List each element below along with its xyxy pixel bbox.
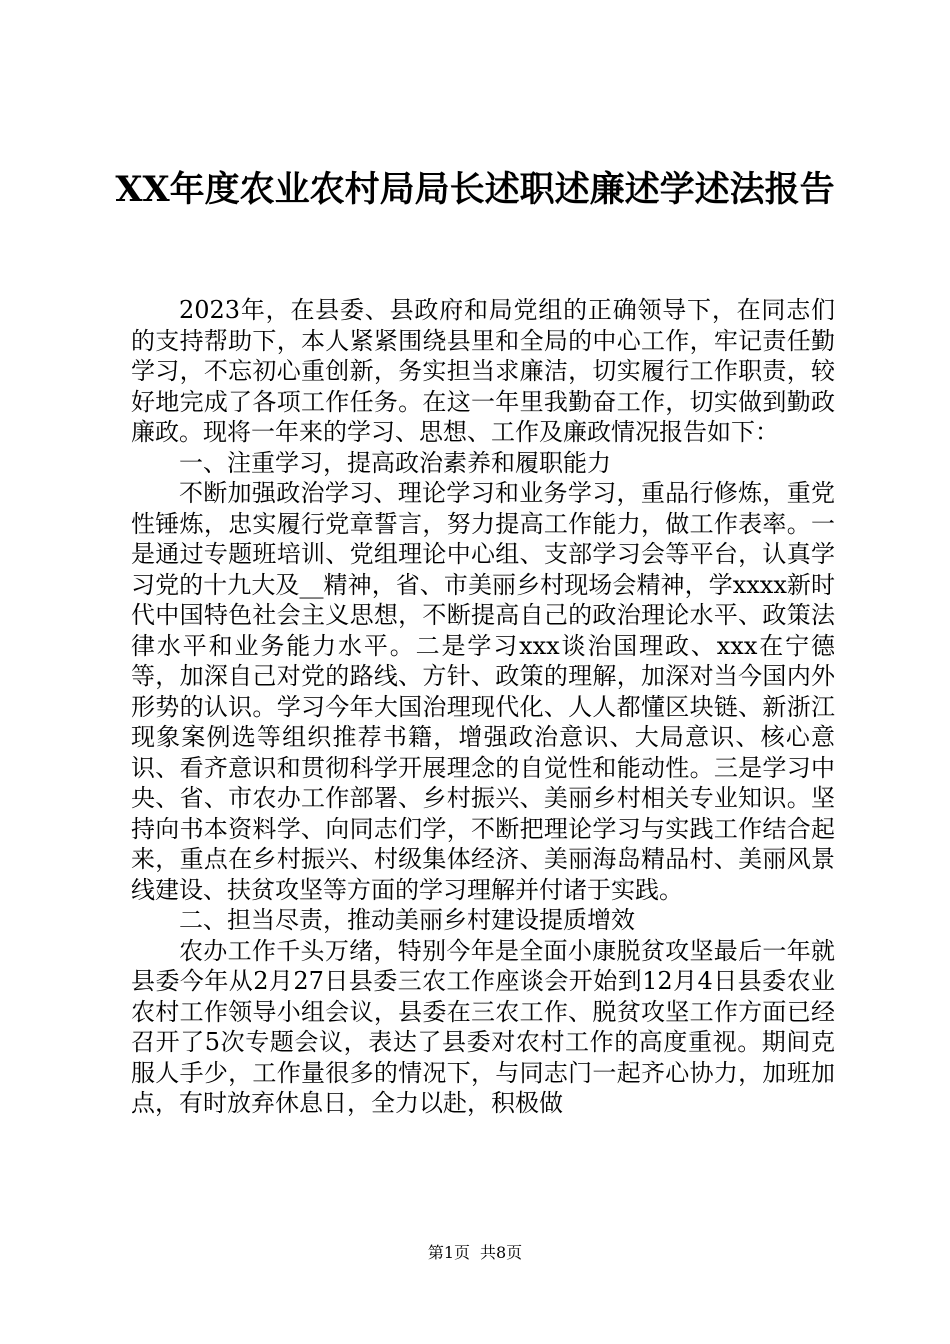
- paragraph-study: 不断加强政治学习、理论学习和业务学习，重品行修炼，重党性锤炼，忠实履行党章誓言，努力提高工作能力，做工作表率。一是通过专题班培训、党组理论中心组、支部学习会等平台，认真学习党的十九大及__精神，省、市美丽乡村现场会精神，学xxxx新时代中国特色社会主义思想，不断提高自己的政治理论水平、政策法律水平和业务能力水平。二是学习xxx谈治国理政、xxx在宁德等，加深自己对党的路线、方针、政策的理解，加深对当今国内外形势的认识。学习今年大国治理现代化、人人都懂区块链、新浙江现象案例选等组织推荐书籍，增强政治意识、大局意识、核心意识、看齐意识和贯彻科学开展理念的自觉性和能动性。三是学习中央、省、市农办工作部署、乡村振兴、美丽乡村相关专业知识。坚持向书本资料学、向同志们学，不断把理论学习与实践工作结合起来，重点在乡村振兴、村级集体经济、美丽海岛精品村、美丽风景线建设、扶贫攻坚等方面的学习理解并付诸于实践。: [131, 479, 835, 904]
- page-number: 第1页: [427, 1243, 470, 1262]
- document-body: [131, 295, 835, 1119]
- paragraph-intro: 2023年，在县委、县政府和局党组的正确领导下，在同志们的支持帮助下，本人紧紧围绕县里和全局的中心工作，牢记责任勤学习，不忘初心重创新，务实担当求廉洁，切实履行工作职责，较好地完成了各项工作任务。在这一年里我勤奋工作，切实做到勤政廉政。现将一年来的学习、思想、工作及廉政情况报告如下：: [131, 296, 835, 446]
- page-total: 共8页: [480, 1243, 523, 1262]
- paragraph-rural-work: 农办工作千头万绪，特别今年是全面小康脱贫攻坚最后一年就县委今年从2月27日县委三农工作座谈会开始到12月4日县委农业农村工作领导小组会议，县委在三农工作、脱贫攻坚工作方面已经召开了5次专题会议，表达了县委对农村工作的高度重视。期间克服人手少，工作量很多的情况下，与同志门一起齐心协力，加班加点，有时放弃休息日，全力以赴，积极做: [131, 936, 835, 1117]
- page-footer: [0, 1242, 950, 1264]
- section-heading-1: 一、注重学习，提高政治素养和履职能力: [179, 448, 611, 477]
- document-title: XX年度农业农村局局长述职述廉述学述法报告: [115, 169, 835, 210]
- section-heading-2: 二、担当尽责，推动美丽乡村建设提质增效: [179, 906, 635, 934]
